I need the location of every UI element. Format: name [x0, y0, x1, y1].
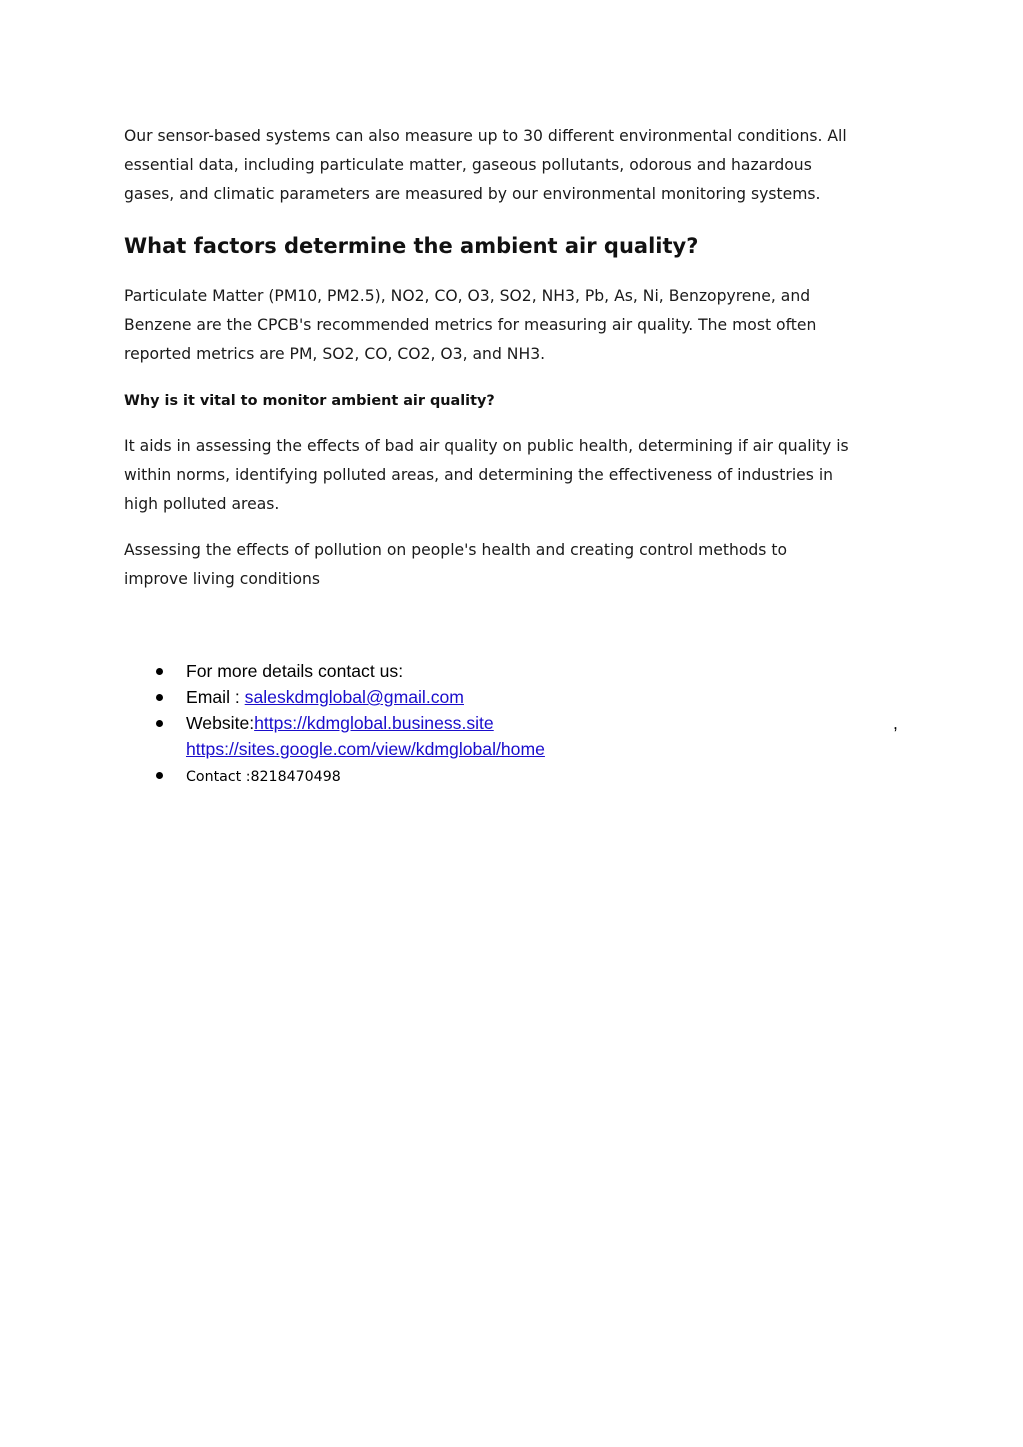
website-separator: ,: [893, 713, 898, 733]
paragraph-line: Our sensor-based systems can also measure up to 30 different environmental conditions. All: [124, 127, 847, 145]
email-link[interactable]: saleskdmglobal@gmail.com: [244, 687, 464, 707]
list-item-email: [0, 684, 1023, 710]
paragraph-line: Particulate Matter (PM10, PM2.5), NO2, CO, O3, SO2, NH3, Pb, As, Ni, Benzopyrene, and: [124, 287, 811, 305]
paragraph-line: Assessing the effects of pollution on people's health and creating control methods to: [124, 541, 788, 559]
paragraph-line: Benzene are the CPCB's recommended metrics for measuring air quality. The most often: [124, 316, 817, 334]
email-label: Email :: [186, 687, 245, 707]
paragraph-line: gases, and climatic parameters are measured by our environmental monitoring systems.: [124, 185, 821, 203]
list-item-website: [0, 710, 1023, 762]
paragraph-line: improve living conditions: [124, 570, 320, 588]
website-link-secondary[interactable]: https://sites.google.com/view/kdmglobal/home: [186, 739, 545, 759]
bullet-icon: [156, 668, 163, 675]
list-item-contact: [0, 762, 1023, 790]
more-details-text: For more details contact us:: [186, 661, 404, 681]
website-link-primary[interactable]: https://kdmglobal.business.site: [254, 713, 494, 733]
contact-list: [0, 658, 1023, 790]
bullet-icon: [156, 720, 163, 727]
section-heading: What factors determine the ambient air quality?: [124, 234, 699, 258]
bullet-icon: [156, 772, 163, 779]
contact-number-text: Contact :8218470498: [186, 769, 341, 785]
assessment-paragraph: [124, 536, 914, 594]
bullet-icon: [156, 694, 163, 701]
paragraph-line: reported metrics are PM, SO2, CO, CO2, O3, and NH3.: [124, 345, 546, 363]
importance-paragraph: [124, 432, 914, 519]
paragraph-line: essential data, including particulate matter, gaseous pollutants, odorous and hazardous: [124, 156, 812, 174]
paragraph-line: high polluted areas.: [124, 495, 280, 513]
paragraph-line: within norms, identifying polluted areas, and determining the effectiveness of industries in: [124, 466, 834, 484]
subsection-heading: Why is it vital to monitor ambient air quality?: [124, 393, 495, 409]
list-item-more-details: [0, 658, 1023, 684]
paragraph-line: It aids in assessing the effects of bad air quality on public health, determining if air quality is: [124, 437, 849, 455]
intro-paragraph: [124, 122, 914, 209]
website-label: Website:: [186, 713, 255, 733]
metrics-paragraph: [124, 282, 914, 369]
